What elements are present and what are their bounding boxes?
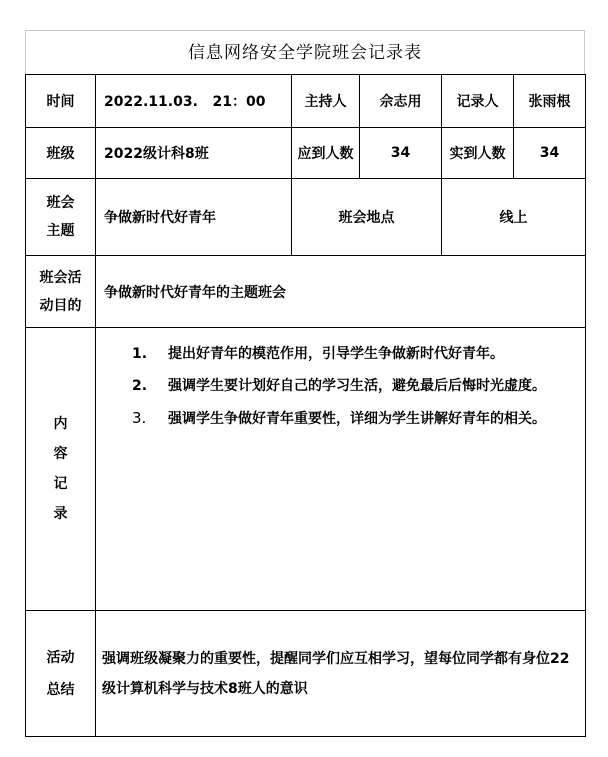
purpose-label-line2: 动目的: [39, 297, 82, 314]
row-class: [26, 128, 586, 179]
item-text: 提出好青年的模范作用，引导学生争做新时代好青年。: [168, 346, 504, 362]
recorder-label: 记录人: [442, 75, 514, 128]
actual-label: 实到人数: [442, 128, 514, 179]
place-value: 线上: [442, 179, 586, 256]
host-label: 主持人: [292, 75, 360, 128]
row-summary: [26, 611, 586, 737]
summary-label: [26, 611, 96, 737]
content-label: [26, 328, 96, 611]
theme-label-line1: 班会: [46, 195, 75, 211]
content-item: [102, 370, 579, 402]
row-purpose: [26, 256, 586, 328]
content-label-char: 记: [53, 476, 68, 492]
row-content: [26, 328, 586, 611]
item-number: 3.: [132, 409, 147, 427]
summary-label-line2: 总结: [46, 681, 75, 698]
host-value: 佘志用: [360, 75, 442, 128]
purpose-value: 争做新时代好青年的主题班会: [96, 256, 586, 328]
content-body: [96, 328, 586, 611]
summary-label-line1: 活动: [46, 649, 75, 666]
summary-text: 强调班级凝聚力的重要性，提醒同学们应互相学习，望每位同学都有身位22级计算机科学与技术8班人的意识: [96, 611, 586, 737]
content-label-char: 录: [53, 506, 68, 522]
theme-label-line2: 主题: [46, 223, 75, 239]
content-label-char: 容: [53, 446, 68, 462]
record-table: [25, 74, 586, 737]
row-time: [26, 75, 586, 128]
actual-value: 34: [514, 128, 586, 179]
item-text: 强调学生争做好青年重要性，详细为学生讲解好青年的相关。: [168, 411, 546, 427]
time-value: 2022.11.03. 21：00: [96, 75, 292, 128]
class-label: 班级: [26, 128, 96, 179]
item-number: 2.: [132, 378, 148, 394]
content-label-char: 内: [53, 416, 68, 432]
record-form: [25, 30, 585, 737]
form-title: 信息网络安全学院班会记录表: [25, 30, 585, 74]
expected-value: 34: [360, 128, 442, 179]
item-text: 强调学生要计划好自己的学习生活，避免最后后悔时光虚度。: [168, 378, 546, 394]
content-item: [102, 402, 579, 435]
expected-label: 应到人数: [292, 128, 360, 179]
purpose-label-line1: 班会活: [39, 269, 82, 286]
purpose-label: [26, 256, 96, 328]
theme-label: [26, 179, 96, 256]
class-value: 2022级计科8班: [96, 128, 292, 179]
theme-value: 争做新时代好青年: [96, 179, 292, 256]
content-item: [102, 338, 579, 370]
row-theme: [26, 179, 586, 256]
time-label: 时间: [26, 75, 96, 128]
item-number: 1.: [132, 346, 148, 362]
place-label: 班会地点: [292, 179, 442, 256]
recorder-value: 张雨根: [514, 75, 586, 128]
